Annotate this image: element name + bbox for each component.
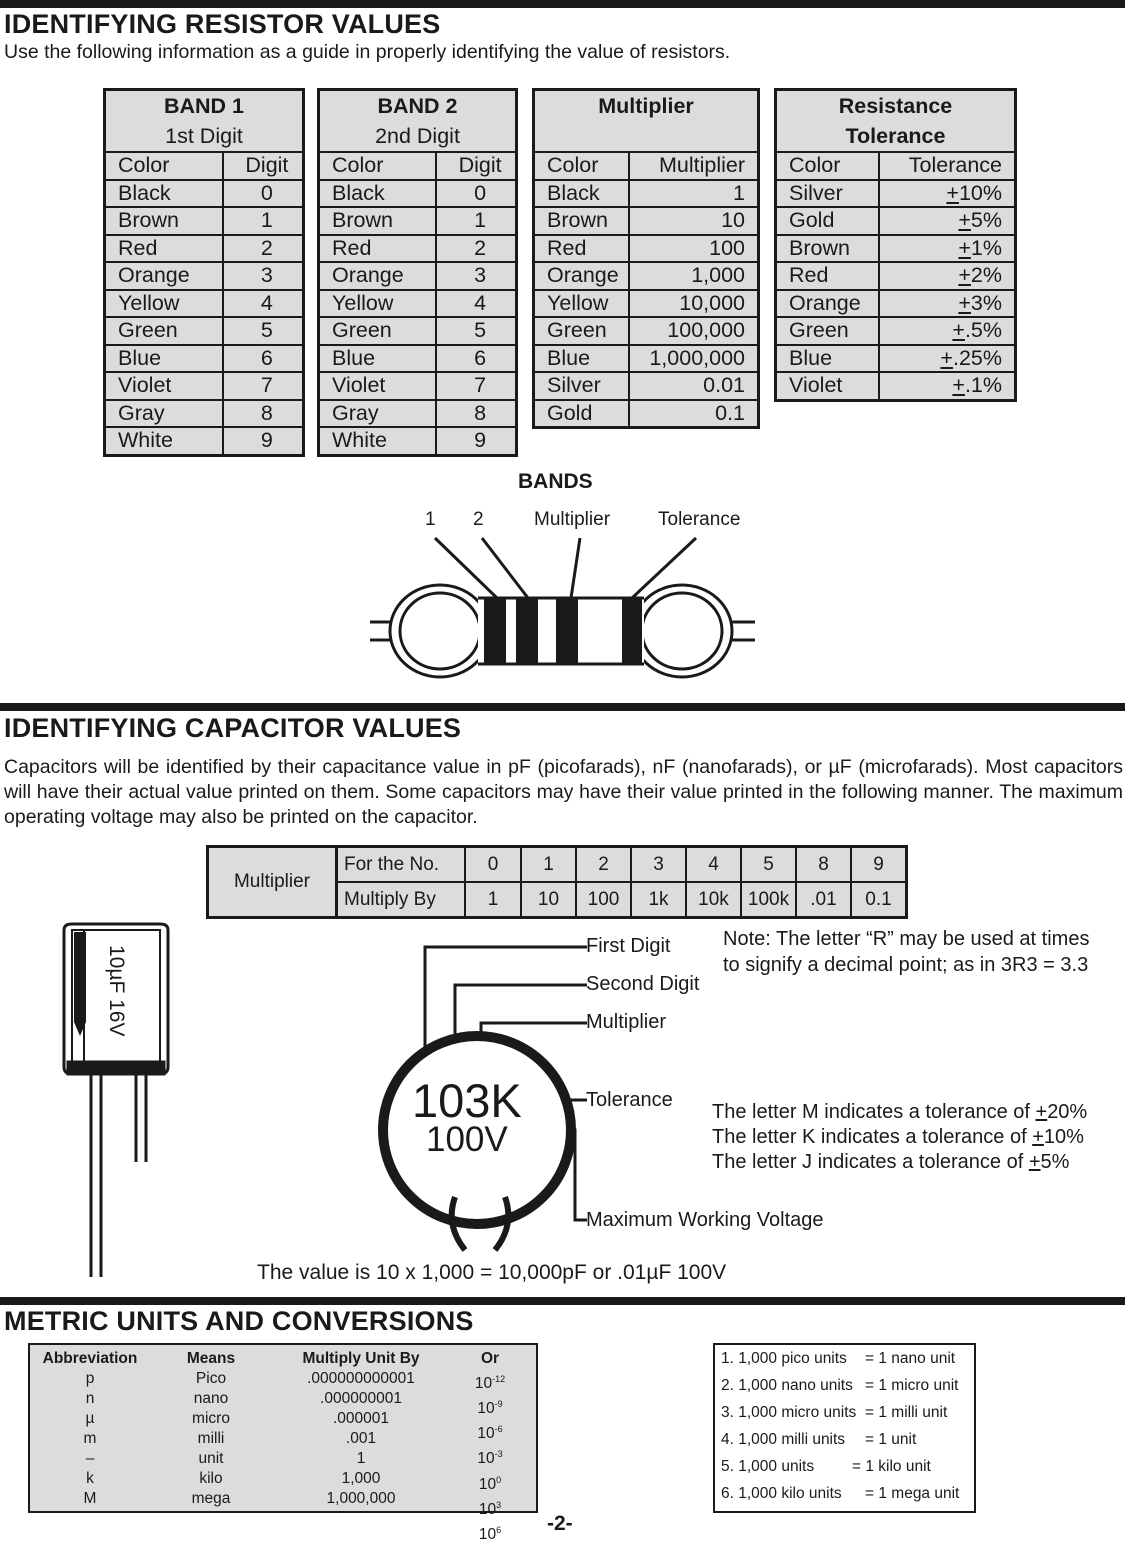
- color-cell: Green: [776, 317, 879, 345]
- cap-row1-label: For the No.: [337, 847, 466, 883]
- band-multiplier: [556, 598, 578, 664]
- conversion-right: = 1 milli unit: [865, 1404, 948, 1421]
- color-cell: Gold: [776, 207, 879, 235]
- label-second-digit: Second Digit: [586, 973, 700, 995]
- table-row: [319, 345, 517, 373]
- table-row: [105, 345, 304, 373]
- label-first-digit: First Digit: [586, 935, 671, 957]
- table-row: [319, 400, 517, 428]
- color-cell: White: [319, 427, 437, 455]
- conversion-left: 1. 1,000 pico units: [721, 1350, 847, 1367]
- color-cell: Blue: [319, 345, 437, 373]
- metric-cell: $10^3$: [478, 1499, 502, 1518]
- table-row: [534, 400, 759, 428]
- band2-col-color: Color: [319, 152, 437, 180]
- cap-no-cell: 5: [741, 847, 796, 883]
- color-cell: Black: [534, 180, 630, 208]
- color-cell: Blue: [776, 345, 879, 373]
- value-cell: 0: [223, 180, 304, 208]
- color-cell: Brown: [534, 207, 630, 235]
- table-row: [534, 290, 759, 318]
- color-cell: Violet: [105, 372, 223, 400]
- cap-no-cell: 4: [686, 847, 741, 883]
- metric-cell: .000001: [332, 1410, 390, 1427]
- page-number: -2-: [547, 1512, 573, 1535]
- metric-cell: milli: [197, 1430, 225, 1447]
- note-line-2: to signify a decimal point; as in 3R3 = 3.3: [723, 954, 1089, 976]
- metric-cell: 1,000: [341, 1470, 381, 1487]
- value-cell: +1%: [879, 235, 1016, 263]
- bands-title: BANDS: [518, 470, 593, 493]
- metric-cell: n: [85, 1390, 95, 1407]
- value-cell: +2%: [879, 262, 1016, 290]
- color-cell: Gray: [319, 400, 437, 428]
- metric-section-title: METRIC UNITS AND CONVERSIONS: [4, 1306, 474, 1336]
- band-1: [484, 598, 506, 664]
- color-cell: Red: [319, 235, 437, 263]
- metric-cell: k: [86, 1470, 94, 1487]
- metric-header-or: Or: [480, 1350, 500, 1367]
- cap-no-cell: 0: [465, 847, 521, 883]
- conversion-right: = 1 kilo unit: [852, 1458, 931, 1475]
- value-cell: 1,000,000: [629, 345, 758, 373]
- conversion-right: = 1 unit: [865, 1431, 917, 1448]
- tolerance-title-line1: Resistance: [838, 94, 953, 118]
- table-row: [776, 180, 1016, 208]
- table-row: [319, 180, 517, 208]
- tolerance-col-color: Color: [776, 152, 879, 180]
- value-cell: 7: [223, 372, 304, 400]
- cap-no-cell: 2: [576, 847, 631, 883]
- value-cell: 7: [436, 372, 516, 400]
- label-max-voltage: Maximum Working Voltage: [586, 1209, 824, 1231]
- color-cell: Black: [319, 180, 437, 208]
- cap-no-cell: 1: [521, 847, 576, 883]
- color-cell: Blue: [105, 345, 223, 373]
- color-cell: Red: [534, 235, 630, 263]
- value-cell: 2: [223, 235, 304, 263]
- metric-cell: unit: [198, 1450, 224, 1467]
- color-cell: Green: [534, 317, 630, 345]
- metric-cell: .000000001: [320, 1390, 402, 1407]
- color-cell: Red: [105, 235, 223, 263]
- color-cell: Gray: [105, 400, 223, 428]
- metric-rule: [0, 1297, 1125, 1305]
- metric-cell: M: [83, 1490, 97, 1507]
- cap-mult-cell: 0.1: [851, 882, 907, 918]
- band-label-tolerance: Tolerance: [658, 509, 741, 530]
- conversion-right: = 1 mega unit: [865, 1485, 960, 1502]
- value-cell: 4: [223, 290, 304, 318]
- band2-col-digit: Digit: [436, 152, 516, 180]
- tol-note-m: The letter M indicates a tolerance of +20%: [712, 1101, 1088, 1123]
- color-cell: White: [105, 427, 223, 455]
- metric-table: [28, 1343, 538, 1544]
- value-cell: 1: [436, 207, 516, 235]
- value-cell: 0.01: [629, 372, 758, 400]
- tolerance-rows: [776, 180, 1016, 401]
- resistor-section-title: IDENTIFYING RESISTOR VALUES: [4, 9, 441, 39]
- metric-cell: p: [85, 1370, 95, 1387]
- metric-cell: $10^6$: [478, 1524, 502, 1544]
- color-cell: Orange: [319, 262, 437, 290]
- band2-title: BAND 2: [377, 94, 458, 118]
- color-cell: Silver: [534, 372, 630, 400]
- color-cell: Orange: [534, 262, 630, 290]
- conversion-right: = 1 nano unit: [865, 1350, 956, 1367]
- metric-col-mult: [280, 1349, 442, 1509]
- tolerance-col-tolerance: Tolerance: [879, 152, 1016, 180]
- table-row: [319, 262, 517, 290]
- metric-col-abbr: [32, 1349, 148, 1509]
- value-cell: 3: [223, 262, 304, 290]
- color-cell: Brown: [776, 235, 879, 263]
- tolerance-table: [774, 88, 1017, 402]
- band-2: [516, 598, 538, 664]
- value-cell: +.25%: [879, 345, 1016, 373]
- multiplier-title: Multiplier: [598, 94, 694, 118]
- cap-mult-cell: 100k: [741, 882, 796, 918]
- color-cell: Yellow: [534, 290, 630, 318]
- value-cell: 0.1: [629, 400, 758, 428]
- value-cell: 9: [223, 427, 304, 455]
- value-cell: 9: [436, 427, 516, 455]
- band-label-multiplier: Multiplier: [534, 509, 611, 530]
- value-cell: 10,000: [629, 290, 758, 318]
- table-row: [105, 207, 304, 235]
- metric-header-means: Means: [186, 1350, 236, 1367]
- table-row: [534, 235, 759, 263]
- table-row: [319, 207, 517, 235]
- value-cell: 3: [436, 262, 516, 290]
- color-cell: Blue: [534, 345, 630, 373]
- cap-mult-cell: 100: [576, 882, 631, 918]
- conversion-right: = 1 micro unit: [865, 1377, 959, 1394]
- multiplier-col-multiplier: Multiplier: [629, 152, 758, 180]
- polarity-stripe: [74, 932, 86, 1036]
- table-row: [105, 180, 304, 208]
- tolerance-title-line2: Tolerance: [845, 124, 946, 148]
- capacitor-section-title: IDENTIFYING CAPACITOR VALUES: [4, 713, 462, 743]
- resistor-diagram: [360, 530, 770, 700]
- cap-mult-cell: 10: [521, 882, 576, 918]
- resistor-intro: Use the following information as a guide in properly identifying the value of resistors.: [4, 41, 731, 63]
- band1-table: [103, 88, 305, 457]
- band2-subtitle: 2nd Digit: [375, 124, 460, 148]
- band1-rows: [105, 180, 304, 456]
- color-cell: Orange: [105, 262, 223, 290]
- cap-no-cell: 9: [851, 847, 907, 883]
- cap-mult-cell: 10k: [686, 882, 741, 918]
- table-row: [105, 235, 304, 263]
- conversion-list: [713, 1343, 976, 1513]
- value-cell: +5%: [879, 207, 1016, 235]
- conversion-left: 2. 1,000 nano units: [721, 1377, 853, 1394]
- cap-table-label: Multiplier: [208, 847, 337, 918]
- color-cell: Green: [105, 317, 223, 345]
- value-cell: 100: [629, 235, 758, 263]
- label-multiplier: Multiplier: [586, 1011, 667, 1033]
- conversion-left: 6. 1,000 kilo units: [721, 1485, 842, 1502]
- tol-note-j: The letter J indicates a tolerance of +5%: [712, 1151, 1070, 1173]
- metric-cell: $10^{-12}$: [474, 1374, 506, 1393]
- band-tolerance: [622, 598, 642, 664]
- multiplier-rows: [534, 180, 759, 428]
- color-cell: Violet: [776, 372, 879, 400]
- value-cell: 1: [223, 207, 304, 235]
- table-row: [319, 427, 517, 455]
- cap-mult-cell: 1: [465, 882, 521, 918]
- value-cell: 6: [436, 345, 516, 373]
- tol-note-k: The letter K indicates a tolerance of +10%: [712, 1126, 1084, 1148]
- color-cell: Red: [776, 262, 879, 290]
- band1-col-digit: Digit: [223, 152, 304, 180]
- table-row: [534, 262, 759, 290]
- top-rule: [0, 0, 1125, 8]
- note-line-1: Note: The letter “R” may be used at times: [723, 928, 1090, 950]
- metric-cell: micro: [192, 1410, 230, 1427]
- color-cell: Silver: [776, 180, 879, 208]
- multiplier-col-color: Color: [534, 152, 630, 180]
- value-cell: 10: [629, 207, 758, 235]
- metric-col-means: [158, 1349, 264, 1509]
- metric-cell: –: [85, 1450, 95, 1467]
- metric-cell: $10^0$: [478, 1474, 502, 1493]
- value-cell: 5: [223, 317, 304, 345]
- value-cell: 1: [629, 180, 758, 208]
- value-cell: 6: [223, 345, 304, 373]
- table-row: [776, 290, 1016, 318]
- band-label-2: 2: [473, 509, 484, 530]
- color-cell: Yellow: [105, 290, 223, 318]
- metric-header-abbr: Abbreviation: [42, 1350, 138, 1367]
- metric-cell: mega: [191, 1490, 231, 1507]
- table-row: [776, 372, 1016, 400]
- capacitor-intro: Capacitors will be identified by their capacitance value in pF (picofarads), nF (nanofarads), or µF (microfarads). Most capacitors will have their actual value printed on them. Some capacitors may have their value printed in the following manner. The maximum operating voltage may also be printed on the capacitor.: [4, 756, 1123, 828]
- table-row: [319, 372, 517, 400]
- table-row: [534, 207, 759, 235]
- metric-cell: 1,000,000: [326, 1490, 396, 1507]
- table-row: [776, 262, 1016, 290]
- color-cell: Violet: [319, 372, 437, 400]
- resistor-body: [390, 585, 732, 677]
- value-cell: 5: [436, 317, 516, 345]
- table-row: [319, 235, 517, 263]
- band1-subtitle: 1st Digit: [165, 124, 243, 148]
- value-cell: +10%: [879, 180, 1016, 208]
- table-row: [105, 400, 304, 428]
- value-cell: 8: [436, 400, 516, 428]
- metric-col-or: [460, 1349, 520, 1545]
- band2-rows: [319, 180, 517, 456]
- metric-cell: $10^{-9}$: [477, 1399, 503, 1418]
- table-row: [534, 180, 759, 208]
- table-row: [776, 235, 1016, 263]
- color-cell: Black: [105, 180, 223, 208]
- color-cell: Yellow: [319, 290, 437, 318]
- multiplier-leader-line: [571, 538, 580, 598]
- table-row: [534, 317, 759, 345]
- band1-title: BAND 1: [163, 94, 245, 118]
- value-example: The value is 10 x 1,000 = 10,000pF or .01µF 100V: [257, 1261, 727, 1284]
- cap-mult-cell: 1k: [631, 882, 686, 918]
- value-cell: 1,000: [629, 262, 758, 290]
- cap-row2-label: Multiply By: [337, 882, 466, 918]
- cap-no-cell: 8: [796, 847, 851, 883]
- value-cell: +.1%: [879, 372, 1016, 400]
- value-cell: 2: [436, 235, 516, 263]
- color-cell: Gold: [534, 400, 630, 428]
- metric-cell: $10^{-3}$: [477, 1449, 503, 1468]
- capacitor-multiplier-table: [206, 845, 908, 919]
- multiplier-table: [532, 88, 760, 429]
- table-row: [105, 372, 304, 400]
- table-row: [105, 427, 304, 455]
- color-cell: Orange: [776, 290, 879, 318]
- electrolytic-marking: 10µF 16V: [105, 945, 128, 1037]
- metric-cell: µ: [85, 1410, 95, 1427]
- value-cell: 4: [436, 290, 516, 318]
- capacitor-rule: [0, 703, 1125, 711]
- value-cell: 100,000: [629, 317, 758, 345]
- table-row: [534, 345, 759, 373]
- metric-cell: 1: [356, 1450, 366, 1467]
- value-cell: +3%: [879, 290, 1016, 318]
- value-cell: 8: [223, 400, 304, 428]
- metric-cell: kilo: [199, 1470, 223, 1487]
- metric-cell: .001: [345, 1430, 377, 1447]
- metric-cell: Pico: [195, 1370, 227, 1387]
- table-row: [105, 290, 304, 318]
- band2-table: [317, 88, 518, 457]
- cap-mult-cell: .01: [796, 882, 851, 918]
- table-row: [534, 372, 759, 400]
- metric-cell: .000000000001: [307, 1370, 415, 1387]
- band-label-1: 1: [425, 509, 436, 530]
- conversion-left: 5. 1,000 units: [721, 1458, 815, 1475]
- value-cell: 0: [436, 180, 516, 208]
- disc-code: 103K: [412, 1074, 522, 1127]
- color-cell: Brown: [319, 207, 437, 235]
- metric-cell: $10^{-6}$: [477, 1424, 503, 1443]
- conversion-left: 3. 1,000 micro units: [721, 1404, 857, 1421]
- metric-cell: m: [83, 1430, 97, 1447]
- color-cell: Brown: [105, 207, 223, 235]
- metric-header-mult: Multiply Unit By: [302, 1350, 420, 1367]
- table-row: [776, 317, 1016, 345]
- color-cell: Green: [319, 317, 437, 345]
- value-cell: +.5%: [879, 317, 1016, 345]
- disc-voltage: 100V: [426, 1120, 508, 1159]
- table-row: [319, 290, 517, 318]
- metric-cell: nano: [193, 1390, 229, 1407]
- table-row: [776, 207, 1016, 235]
- cap-no-cell: 3: [631, 847, 686, 883]
- table-row: [776, 345, 1016, 373]
- conversion-left: 4. 1,000 milli units: [721, 1431, 846, 1448]
- table-row: [105, 262, 304, 290]
- table-row: [105, 317, 304, 345]
- table-row: [319, 317, 517, 345]
- band1-col-color: Color: [105, 152, 223, 180]
- label-tolerance: Tolerance: [586, 1089, 673, 1111]
